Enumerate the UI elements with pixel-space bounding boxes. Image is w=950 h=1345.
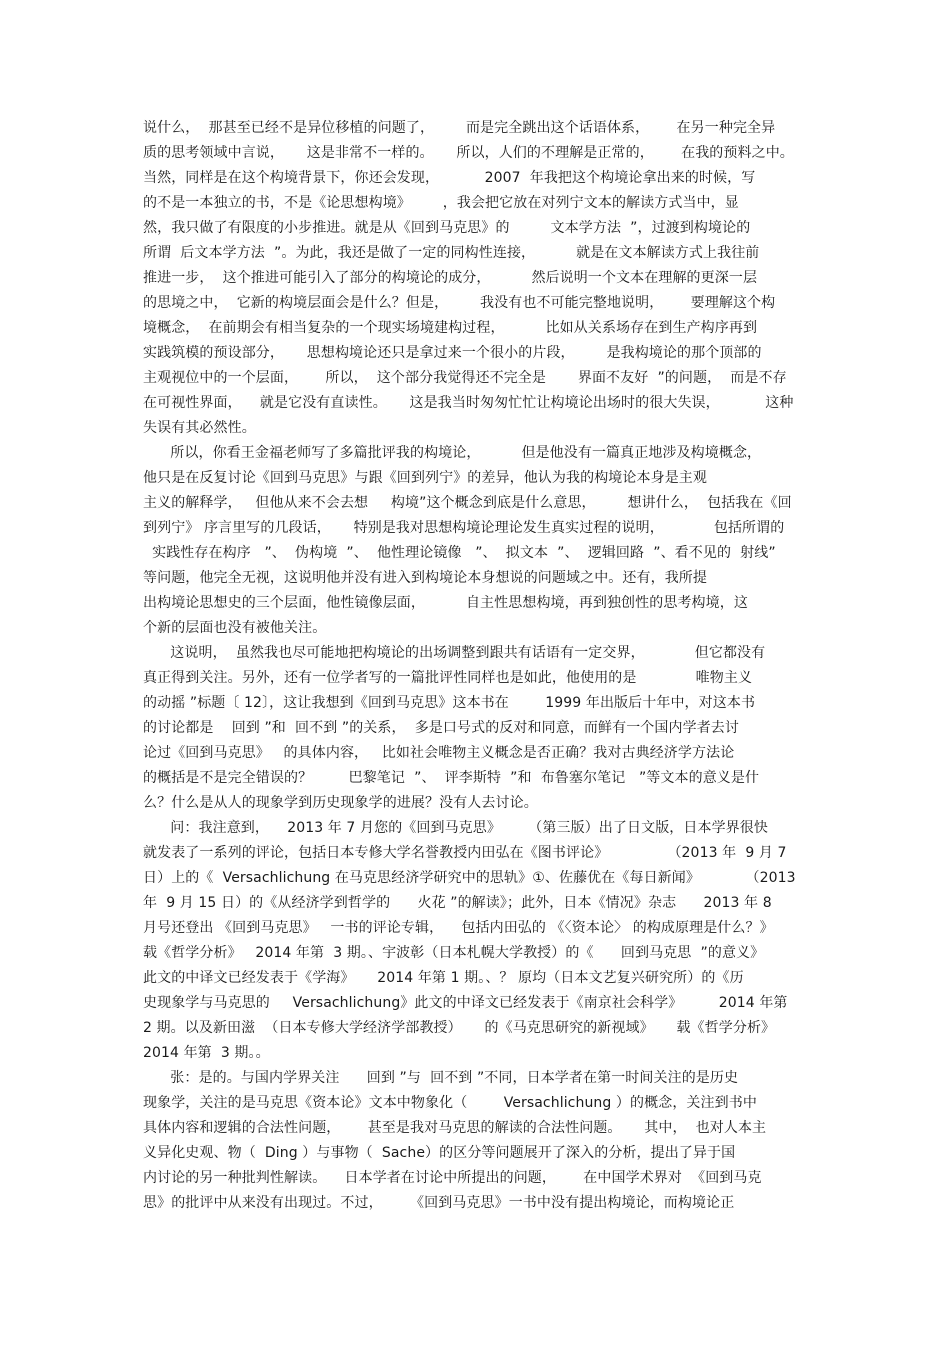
text-line: 月号还登出 《回到马克思》 一书的评论专辑， 包括内田弘的 《〈资本论〉 的构成原理是什么？》 (143, 920, 774, 936)
text-line: 2014 年第 3 期。。 (143, 1045, 270, 1061)
text-line: 张：是的。与国内学界关注 回到 ”与 回不到 ”不同，日本学者在第一时间关注的是历史 (143, 1070, 739, 1086)
text-line: 推进一步， 这个推进可能引入了部分的构境论的成分， 然后说明一个文本在理解的更深一层 (143, 270, 758, 286)
text-line: 主义的解释学， 但他从来不会去想 构境”这个概念到底是什么意思， 想讲什么， 包括我在《回 (143, 495, 792, 511)
text-line: 出构境论思想史的三个层面，他性镜像层面， 自主性思想构境，再到独创性的思考构境，这 (143, 595, 748, 611)
text-line: 说什么， 那甚至已经不是异位移植的问题了， 而是完全跳出这个话语体系， 在另一种完全异 (143, 120, 776, 136)
text-line: 失误有其必然性。 (143, 420, 256, 436)
text-line: 他只是在反复讨论《回到马克思》与跟《回到列宁》的差异，他认为我的构境论本身是主观 (143, 470, 707, 486)
text-line: 内讨论的另一种批判性解读。 日本学者在讨论中所提出的问题， 在中国学术界对 《回到马克 (143, 1170, 762, 1186)
text-line: 当然，同样是在这个构境背景下，你还会发现， 2007 年我把这个构境论拿出来的时候，写 (143, 170, 756, 186)
text-line: 么？什么是从人的现象学到历史现象学的进展？没有人去讨论。 (143, 795, 538, 811)
text-line: 实践筑模的预设部分， 思想构境论还只是拿过来一个很小的片段， 是我构境论的那个顶部的 (143, 345, 762, 361)
text-line: 载《哲学分析》 2014 年第 3 期。、宇波彰（日本札幌大学教授）的《 回到马克思 ”的意义》 (143, 945, 765, 961)
text-line: 具体内容和逻辑的合法性问题， 甚至是我对马克思的解读的合法性问题。 其中， 也对人本主 (143, 1120, 767, 1136)
text-line: 实践性存在构序 ”、 伪构境 ”、 他性理论镜像 ”、 拟文本 ”、 逻辑回路 ”、看不见的 射线” (143, 545, 776, 561)
text-line: 的动摇 ”标题〔 12〕，这让我想到《回到马克思》这本书在 1999 年出版后十年中，对这本书 (143, 695, 756, 711)
text-line: 主观视位中的一个层面， 所以， 这个部分我觉得还不完全是 界面不友好 ”的问题， 而是不存 (143, 370, 787, 386)
text-line: 的概括是不是完全错误的？ 巴黎笔记 ”、 评李斯特 ”和 布鲁塞尔笔记 ”等文本的意义是什 (143, 770, 760, 786)
text-line: 在可视性界面， 就是它没有直读性。 这是我当时匆匆忙忙让构境论出场时的很大失误， 这种 (143, 395, 794, 411)
text-line: 真正得到关注。另外，还有一位学者写的一篇批评性同样也是如此，他使用的是 唯物主义 (143, 670, 753, 686)
text-line: 所以，你看王金福老师写了多篇批评我的构境论， 但是他没有一篇真正地涉及构境概念， (143, 445, 762, 461)
text-line: 年 9 月 15 日）的《从经济学到哲学的 火花 ”的解读》；此外，日本《情况》杂志 2013 年 8 (143, 895, 772, 911)
text-line: 此文的中译文已经发表于《学海》 2014 年第 1 期。、？ 原均（日本文艺复兴研究所）的《历 (143, 970, 744, 986)
text-line: 2 期。以及新田滋 （日本专修大学经济学部教授） 的《马克思研究的新视域》 载《哲学分析》 (143, 1020, 776, 1036)
text-line: 思》的批评中从来没有出现过。不过， 《回到马克思》一书中没有提出构境论，而构境论正 (143, 1195, 735, 1211)
text-line: 境概念， 在前期会有相当复杂的一个现实场境建构过程， 比如从关系场存在到生产构序再到 (143, 320, 758, 336)
text-line: 等问题，他完全无视，这说明他并没有进入到构境论本身想说的问题域之中。还有，我所提 (143, 570, 707, 586)
text-line: 质的思考领域中言说， 这是非常不一样的。 所以，人们的不理解是正常的， 在我的预料之中。 (143, 145, 794, 161)
text-line: 所谓 后文本学方法 ”。为此，我还是做了一定的同构性连接， 就是在文本解读方式上我往前 (143, 245, 760, 261)
text-line: 然，我只做了有限度的小步推进。就是从《回到马克思》的 文本学方法 ”，过渡到构境论的 (143, 220, 751, 236)
text-line: 到列宁》 序言里写的几段话， 特别是我对思想构境论理论发生真实过程的说明， 包括所谓的 (143, 520, 785, 536)
text-line: 的思境之中， 它新的构境层面会是什么？但是， 我没有也不可能完整地说明， 要理解这个构 (143, 295, 776, 311)
text-line: 义异化史观、物（ Ding ）与事物（ Sache）的区分等问题展开了深入的分析，提出了异于国 (143, 1145, 736, 1161)
text-line: 问：我注意到， 2013 年 7 月您的《回到马克思》 （第三版）出了日文版，日本学界很快 (143, 820, 768, 836)
text-line: 史现象学与马克思的 Versachlichung》此文的中译文已经发表于《南京社会科学》 2014 年第 (143, 995, 788, 1011)
text-line: 日）上的《 Versachlichung 在马克思经济学研究中的思轨》①、佐藤优在《每日新闻》 （2013 (143, 870, 796, 886)
text-line: 个新的层面也没有被他关注。 (143, 620, 327, 636)
text-line: 的不是一本独立的书，不是《论思想构境》 ，我会把它放在对列宁文本的解读方式当中，显 (143, 195, 739, 211)
text-line: 就发表了一系列的评论，包括日本专修大学名誉教授内田弘在《图书评论》 （2013 年 9 月 7 (143, 845, 787, 861)
text-line: 现象学，关注的是马克思《资本论》文本中物象化（ Versachlichung ）的概念，关注到书中 (143, 1095, 757, 1111)
text-line: 论过《回到马克思》 的具体内容， 比如社会唯物主义概念是否正确？我对古典经济学方法论 (143, 745, 735, 761)
text-line: 这说明， 虽然我也尽可能地把构境论的出场调整到跟共有话语有一定交界， 但它都没有 (143, 645, 766, 661)
text-line: 的讨论都是 回到 ”和 回不到 ”的关系， 多是口号式的反对和同意，而鲜有一个国内学者去讨 (143, 720, 740, 736)
